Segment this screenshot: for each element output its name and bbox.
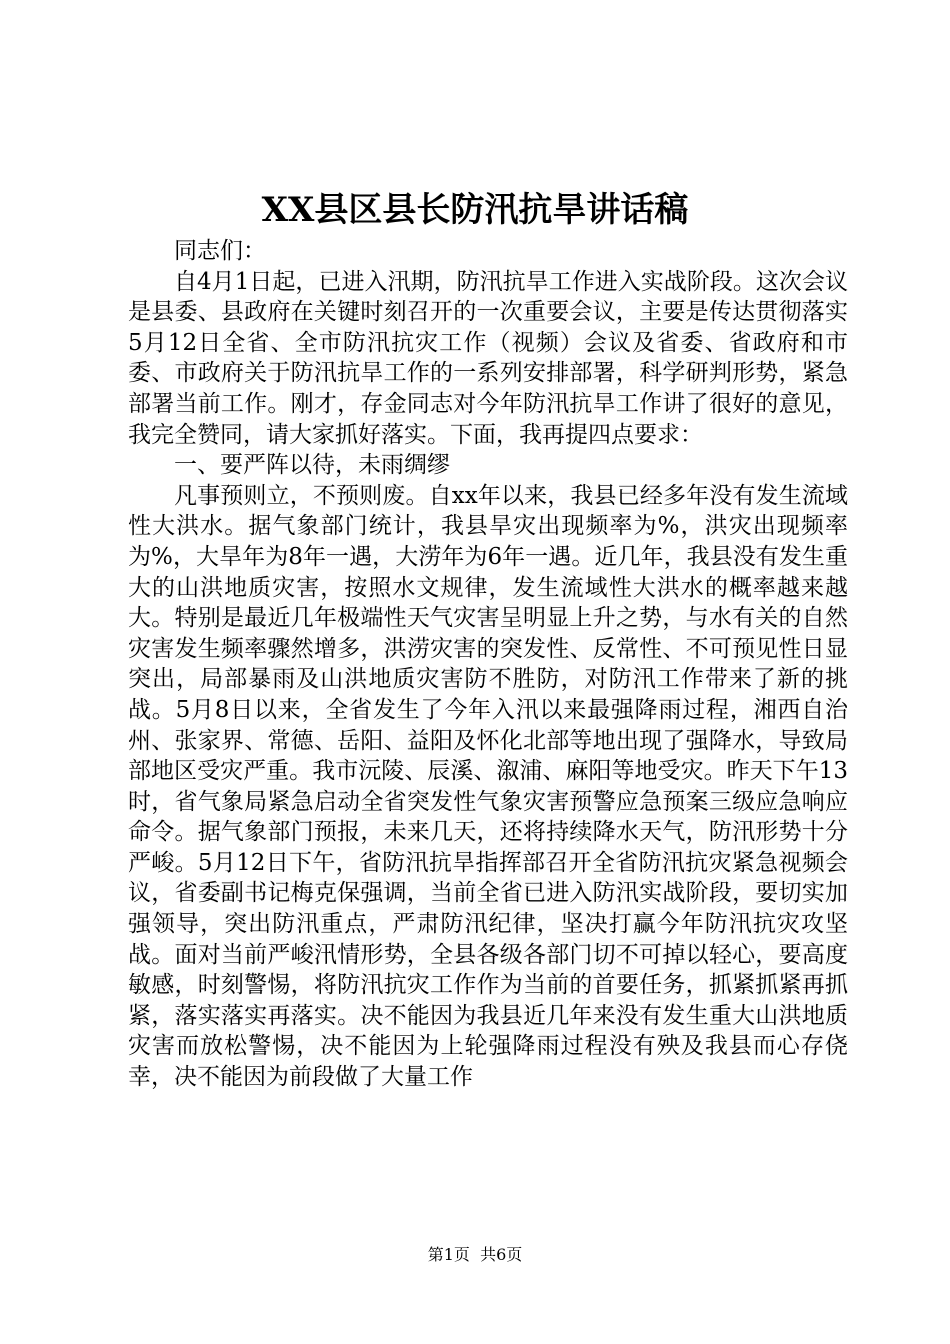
page-total: 共6页	[480, 1245, 523, 1264]
document-title: XX县区县长防汛抗旱讲话稿	[261, 190, 689, 230]
section-heading: 一、要严阵以待，未雨绸缪	[174, 452, 450, 479]
document-body	[128, 236, 848, 1093]
salutation-paragraph: 同志们：	[174, 238, 266, 264]
intro-paragraph: 自4月1日起，已进入汛期，防汛抗旱工作进入实战阶段。这次会议是县委、县政府在关键时刻召开的一次重要会议，主要是传达贯彻落实5月12日全省、全市防汛抗灾工作（视频）会议及省委、省政府和市委、市政府关于防汛抗旱工作的一系列安排部署，科学研判形势，紧急部署当前工作。刚才，存金同志对今年防汛抗旱工作讲了很好的意见，我完全赞同，请大家抓好落实。下面，我再提四点要求：	[128, 268, 848, 448]
page-number: 第1页	[427, 1245, 470, 1264]
body-paragraph: 凡事预则立，不预则废。自xx年以来，我县已经多年没有发生流域性大洪水。据气象部门统计，我县旱灾出现频率为%，洪灾出现频率为%，大旱年为8年一遇，大涝年为6年一遇。近几年，我县没有发生重大的山洪地质灾害，按照水文规律，发生流域性大洪水的概率越来越大。特别是最近几年极端性天气灾害呈明显上升之势，与水有关的自然灾害发生频率骤然增多，洪涝灾害的突发性、反常性、不可预见性日显突出，局部暴雨及山洪地质灾害防不胜防，对防汛工作带来了新的挑战。5月8日以来，全省发生了今年入汛以来最强降雨过程，湘西自治州、张家界、常德、岳阳、益阳及怀化北部等地出现了强降水，导致局部地区受灾严重。我市沅陵、辰溪、溆浦、麻阳等地受灾。昨天下午13时，省气象局紧急启动全省突发性气象灾害预警应急预案三级应急响应命令。据气象部门预报，未来几天，还将持续降水天气，防汛形势十分严峻。5月12日下午，省防汛抗旱指挥部召开全省防汛抗灾紧急视频会议，省委副书记梅克保强调，当前全省已进入防汛实战阶段，要切实加强领导，突出防汛重点，严肃防汛纪律，坚决打赢今年防汛抗灾攻坚战。面对当前严峻汛情形势，全县各级各部门切不可掉以轻心，要高度敏感，时刻警惕，将防汛抗灾工作作为当前的首要任务，抓紧抓紧再抓紧，落实落实再落实。决不能因为我县近几年来没有发生重大山洪地质灾害而放松警惕，决不能因为上轮强降雨过程没有殃及我县而心存侥幸，决不能因为前段做了大量工作	[128, 482, 848, 1091]
page-footer	[0, 1244, 950, 1266]
